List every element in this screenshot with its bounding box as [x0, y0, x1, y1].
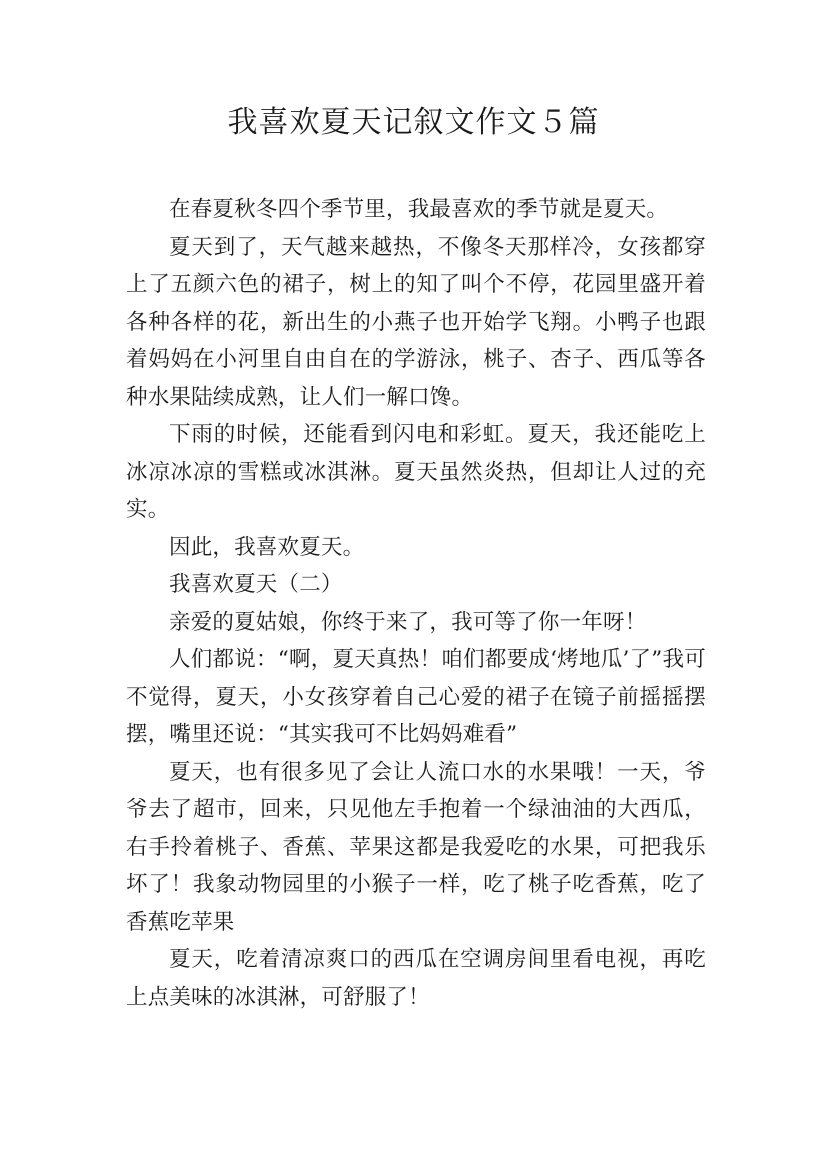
paragraph: 夏天，也有很多见了会让人流口水的水果哦！一天，爷爷去了超市，回来，只见他左手抱着一个绿油油的大西瓜，右手拎着桃子、香蕉、苹果这都是我爱吃的水果，可把我乐坏了！我象动物园里的小猴子一样，吃了桃子吃香蕉，吃了香蕉吃苹果: [126, 759, 706, 935]
paragraph: 夏天到了，天气越来越热，不像冬天那样冷，女孩都穿上了五颜六色的裙子，树上的知了叫个不停，花园里盛开着各种各样的花，新出生的小燕子也开始学飞翔。小鸭子也跟着妈妈在小河里自由自在的学游泳，桃子、杏子、西瓜等各种水果陆续成熟，让人们一解口馋。: [126, 234, 706, 410]
paragraph: 人们都说：“啊，夏天真热！咱们都要成‘烤地瓜’了”我可不觉得，夏天，小女孩穿着自己心爱的裙子在镜子前摇摇摆摆，嘴里还说：“其实我可不比妈妈难看”: [126, 647, 706, 747]
paragraph: 亲爱的夏姑娘，你终于来了，我可等了你一年呀！: [169, 609, 647, 635]
paragraph: 夏天，吃着清凉爽口的西瓜在空调房间里看电视，再吃上点美味的冰淇淋，可舒服了！: [126, 947, 706, 1010]
document-body: [126, 191, 706, 1016]
section-heading: 我喜欢夏天（二）: [169, 572, 343, 597]
paragraph: 下雨的时候，还能看到闪电和彩虹。夏天，我还能吃上冰凉冰凉的雪糕或冰淇淋。夏天虽然炎热，但却让人过的充实。: [126, 422, 706, 522]
paragraph: 因此，我喜欢夏天。: [169, 534, 365, 560]
paragraph: 在春夏秋冬四个季节里，我最喜欢的季节就是夏天。: [169, 197, 669, 222]
document-title: 我喜欢夏天记叙文作文５篇: [227, 105, 600, 140]
